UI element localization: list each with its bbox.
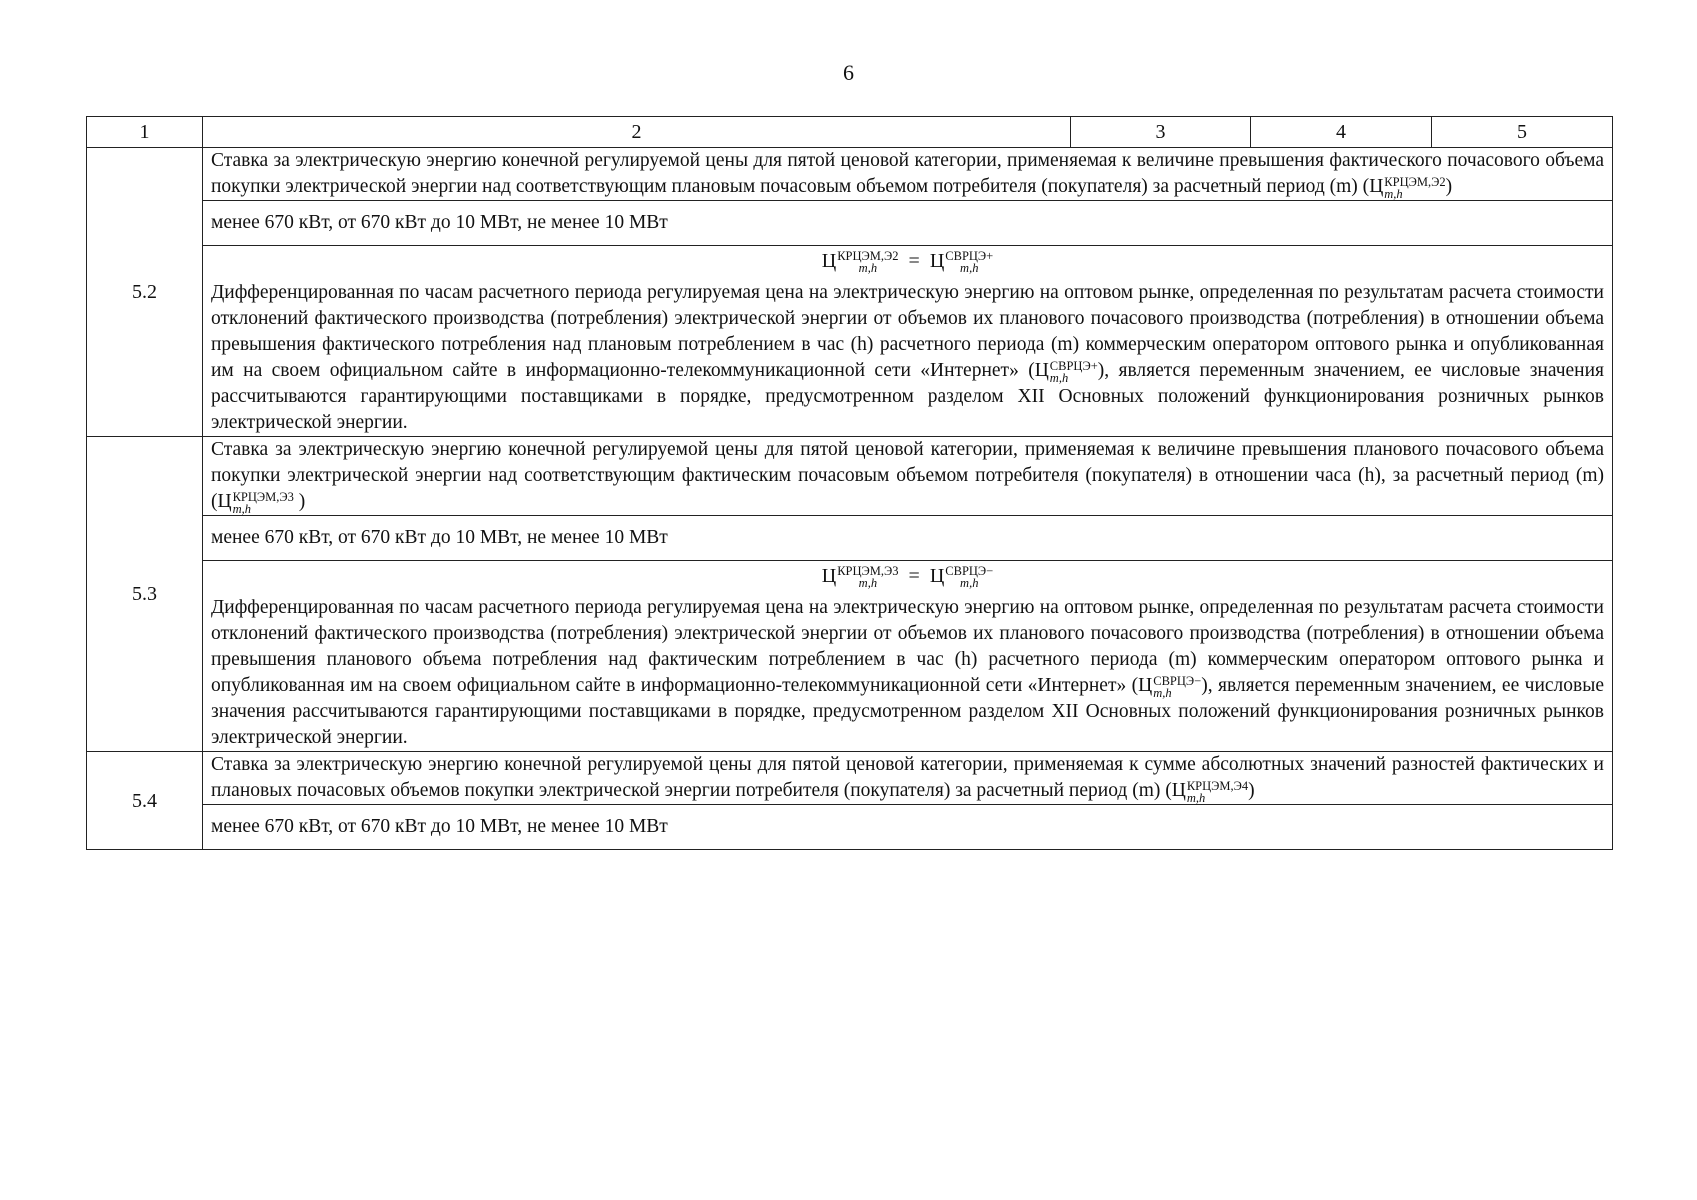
table-row bbox=[87, 561, 1613, 752]
table-row bbox=[87, 752, 1613, 805]
rate-description-5-2: Ставка за электрическую энергию конечной регулируемой цены для пятой ценовой категории, применяемая к величине превышения фактического почасового объема покупки электрической энергии над соответствующим плановым почасовым объемом потребителя (покупателя) за расчетный период (m) (Ц КРЦЭМ,Э2 m,h ) bbox=[203, 148, 1613, 201]
rate-description-5-4: Ставка за электрическую энергию конечной регулируемой цены для пятой ценовой категории, применяемая к сумме абсолютных значений разностей фактических и плановых почасовых объемов покупки электрической энергии потребителя (покупателя) за расчетный период (m) (Ц КРЦЭМ,Э4 m,h ) bbox=[203, 752, 1613, 805]
row-number-5-2: 5.2 bbox=[87, 148, 203, 437]
table-row bbox=[87, 516, 1613, 561]
price-definition-5-3: Ц КРЦЭМ,Э3 m,h = Ц СВРЦЭ− m,h Дифференцированная по часам расчетного периода регулируемая цена на электрическую энергию на оптовом рынке, определенная по результатам расчета стоимости отклонений фактического производства (потребления) электрической энергии от объемов их планового почасового производства (потребления) в отношении объема превышения планового объема потребления над фактическим потреблением в час (h) расчетного периода (m) коммерческим оператором оптового рынка и опубликованная им на своем официальном сайте в информационно-телекоммуникационной сети «Интернет» (Ц СВРЦЭ− m,h ), является переменным значением, ее числовые значения рассчитываются гарантирующими поставщиками в порядке, предусмотренном разделом XII Основных положений функционирования розничных рынков электрической энергии. bbox=[203, 561, 1613, 752]
column-header-3: 3 bbox=[1071, 117, 1251, 148]
table-row bbox=[87, 437, 1613, 516]
price-symbol: Ц СВРЦЭ− m,h bbox=[1138, 673, 1202, 700]
rate-text: Ставка за электрическую энергию конечной регулируемой цены для пятой ценовой категории, применяемая к сумме абсолютных значений разностей фактических и плановых почасовых объемов покупки электрической энергии потребителя (покупателя) за расчетный период (m) ( bbox=[211, 754, 1604, 801]
column-header-4: 4 bbox=[1251, 117, 1432, 148]
price-symbol: Ц КРЦЭМ,Э4 m,h bbox=[1171, 778, 1249, 805]
price-symbol: Ц КРЦЭМ,Э2 m,h bbox=[1369, 174, 1446, 201]
table-row bbox=[87, 805, 1613, 850]
table-row bbox=[87, 246, 1613, 437]
formula-5-3: Ц КРЦЭМ,Э3 m,h = Ц СВРЦЭ− m,h bbox=[821, 564, 994, 591]
power-ranges-5-4: менее 670 кВт, от 670 кВт до 10 МВт, не менее 10 МВт bbox=[203, 805, 1613, 850]
power-ranges-5-2: менее 670 кВт, от 670 кВт до 10 МВт, не менее 10 МВт bbox=[203, 201, 1613, 246]
row-number-5-3: 5.3 bbox=[87, 437, 203, 752]
formula-5-2: Ц КРЦЭМ,Э2 m,h = Ц СВРЦЭ+ m,h bbox=[821, 249, 994, 276]
row-number-5-4: 5.4 bbox=[87, 752, 203, 850]
tariff-table bbox=[86, 116, 1613, 850]
price-symbol: Ц КРЦЭМ,Э3 m,h bbox=[217, 489, 294, 516]
column-header-5: 5 bbox=[1432, 117, 1613, 148]
page-number: 6 bbox=[843, 60, 854, 85]
power-ranges-5-3: менее 670 кВт, от 670 кВт до 10 МВт, не менее 10 МВт bbox=[203, 516, 1613, 561]
column-header-2: 2 bbox=[203, 117, 1071, 148]
table-header-row bbox=[87, 117, 1613, 148]
column-header-1: 1 bbox=[87, 117, 203, 148]
table-row bbox=[87, 201, 1613, 246]
price-symbol: Ц СВРЦЭ+ m,h bbox=[1034, 358, 1098, 385]
rate-text: Ставка за электрическую энергию конечной регулируемой цены для пятой ценовой категории, применяемая к величине превышения фактического почасового объема покупки электрической энергии над соответствующим плановым почасовым объемом потребителя (покупателя) за расчетный период (m) ( bbox=[211, 150, 1604, 197]
price-definition-5-2: Ц КРЦЭМ,Э2 m,h = Ц СВРЦЭ+ m,h Дифференцированная по часам расчетного периода регулируемая цена на электрическую энергию на оптовом рынке, определенная по результатам расчета стоимости отклонений фактического производства (потребления) электрической энергии от объемов их планового почасового производства (потребления) в отношении объема превышения фактического потребления над плановым потреблением в час (h) расчетного периода (m) коммерческим оператором оптового рынка и опубликованная им на своем официальном сайте в информационно-телекоммуникационной сети «Интернет» (Ц СВРЦЭ+ m,h ), является переменным значением, ее числовые значения рассчитываются гарантирующими поставщиками в порядке, предусмотренном разделом XII Основных положений функционирования розничных рынков электрической энергии. bbox=[203, 246, 1613, 437]
rate-text: Ставка за электрическую энергию конечной регулируемой цены для пятой ценовой категории, применяемая к величине превышения планового почасового объема покупки электрической энергии над соответствующим фактическим почасовым объемом потребителя (покупателя) в отношении часа (h), за расчетный период (m) ( bbox=[211, 439, 1604, 512]
rate-description-5-3: Ставка за электрическую энергию конечной регулируемой цены для пятой ценовой категории, применяемая к величине превышения планового почасового объема покупки электрической энергии над соответствующим фактическим почасовым объемом потребителя (покупателя) в отношении часа (h), за расчетный период (m) (Ц КРЦЭМ,Э3 m,h ) bbox=[203, 437, 1613, 516]
table-row bbox=[87, 148, 1613, 201]
